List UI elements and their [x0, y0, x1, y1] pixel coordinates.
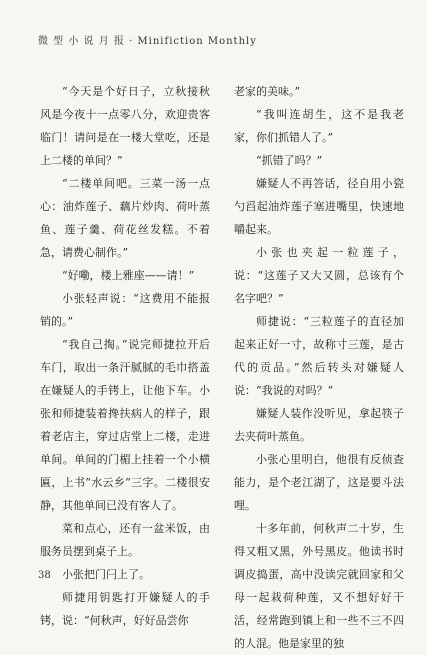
paragraph: 小张心里明白，他很有反侦查能力，是个老江湖了，这是要斗法哩。 — [234, 453, 404, 512]
paragraph: “抓错了吗？” — [256, 154, 323, 167]
paragraph: 嫌疑人不再答话，径自用小瓷勺舀起油炸莲子塞进嘴里，快速地嚼起来。 — [234, 177, 404, 236]
paragraph: 十多年前，何秋声二十岁，生得又粗又黑，外号黑皮。他读书时调皮捣蛋，高中没读完就回家和父母一起栽荷种莲，又不想好好干活，经常跑到镇上和一些不三不四的人混。他是家里的独 — [234, 522, 404, 650]
paragraph: 师捷用钥匙打开嫌疑人的手铐，说：“何秋声，好好品尝你 — [40, 591, 210, 627]
paragraph: 老家的美味。” — [234, 85, 301, 98]
paragraph: 小张也夹起一粒莲子，说：“这莲子又大又圆，总该有个名字吧？” — [234, 246, 404, 305]
paragraph: “我叫连胡生，这不是我老家，你们抓错人了。” — [234, 108, 404, 144]
paragraph: 师捷说：“三粒莲子的直径加起来正好一寸，故称寸三莲，是古代的贡品。”然后转头对嫌疑人说：“我说的对吗？” — [234, 315, 404, 397]
right-column — [234, 80, 404, 655]
paragraph: “我自己掏。”说完师捷拉开后车门，取出一条汗腻腻的毛巾搭盖在嫌疑人的手铐上，让他下车。小张和师捷装着搀扶病人的样子，跟着老店主，穿过店堂上二楼，走进单间。单间的门楣上挂着一个小横匾，上书“水云乡”三字。二楼很安静，其他单间已没有客人了。 — [40, 338, 210, 512]
paragraph: 小张把门闩上了。 — [62, 568, 150, 581]
paragraph: “今天是个好日子，立秋接秋风是今夜十一点零八分，欢迎贵客临门！请问是在一楼大堂吃，还是上二楼的单间？” — [40, 85, 210, 167]
page-number: 38 — [38, 570, 51, 581]
paragraph: 菜和点心，还有一盆米饭，由服务员摆到桌子上。 — [40, 522, 210, 558]
left-column — [40, 80, 210, 632]
paragraph: 嫌疑人装作没听见，拿起筷子去夹荷叶蒸鱼。 — [234, 407, 404, 443]
paragraph: “二楼单间吧。三菜一汤一点心：油炸莲子、藕片炒肉、荷叶蒸鱼、莲子羹、荷花丝发糕。不着急，请费心制作。” — [40, 177, 210, 259]
paragraph: “好嘞，楼上雅座——请！” — [62, 269, 195, 282]
running-header: 微 型 小 说 月 报 · Minifiction Monthly — [38, 36, 257, 47]
paragraph: 小张轻声说：“这费用不能报销的。” — [40, 292, 210, 328]
